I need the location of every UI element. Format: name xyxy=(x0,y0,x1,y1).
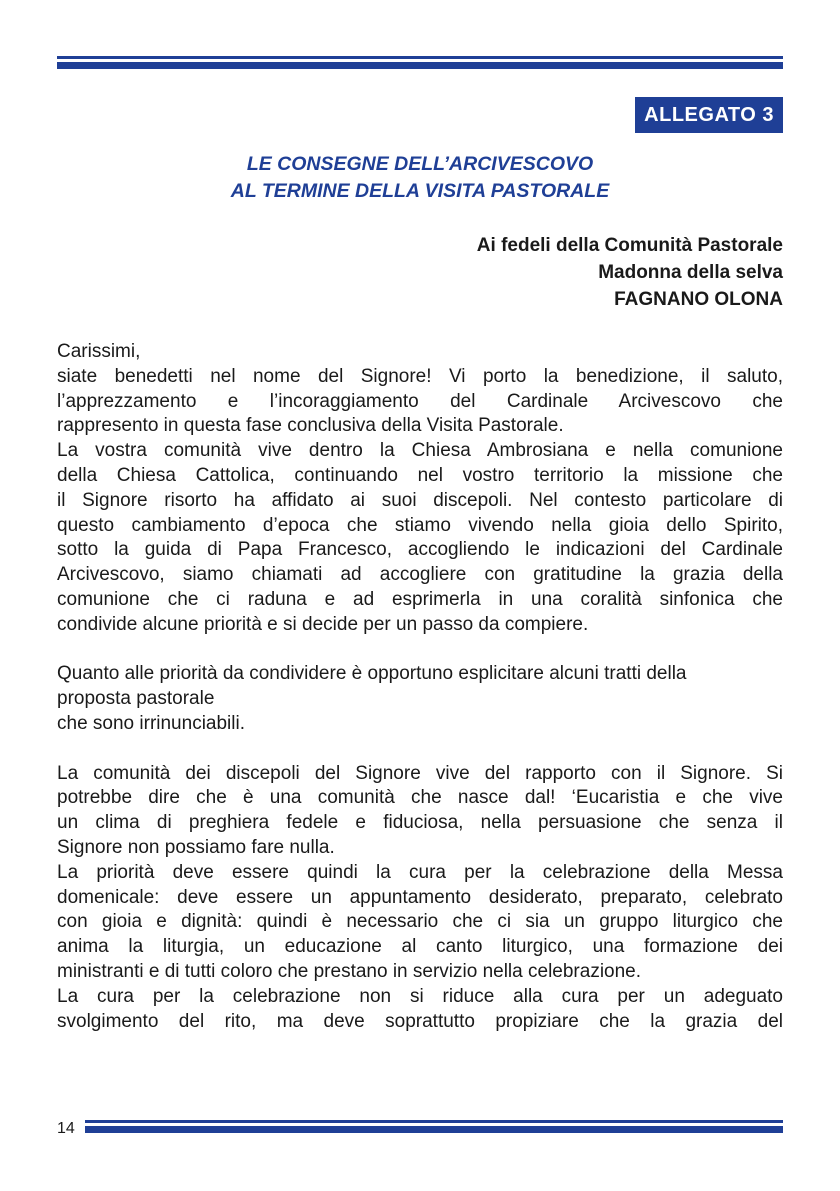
paragraph-line: domenicale: deve essere un appuntamento desiderato, preparato, celebrato xyxy=(57,886,783,908)
paragraph-line: il Signore risorto ha affidato ai suoi discepoli. Nel contesto particolare di xyxy=(57,489,783,511)
paragraph-line: della Chiesa Cattolica, continuando nel vostro territorio la missione che xyxy=(57,464,783,486)
paragraph-line: La comunità dei discepoli del Signore vive del rapporto con il Signore. Si xyxy=(57,762,783,784)
paragraph-line: svolgimento del rito, ma deve soprattutto propiziare che la grazia del xyxy=(57,1010,783,1032)
top-rule xyxy=(57,56,783,70)
paragraph-line: un clima di preghiera fedele e fiduciosa, nella persuasione che senza il xyxy=(57,812,783,834)
paragraph-5 xyxy=(57,861,783,985)
paragraph-line: rappresento in questa fase conclusiva della Visita Pastorale. xyxy=(57,415,564,437)
paragraph-line: con gioia e dignità: quindi è necessario che ci sia un gruppo liturgico che xyxy=(57,911,783,933)
greeting: Carissimi, xyxy=(57,341,141,362)
paragraph-line: La cura per la celebrazione non si riduce alla cura per un adeguato xyxy=(57,985,783,1007)
document-title xyxy=(57,151,783,205)
paragraph-line: La vostra comunità vive dentro la Chiesa Ambrosiana e nella comunione xyxy=(57,440,783,462)
paragraph-line: siate benedetti nel nome del Signore! Vi porto la benedizione, il saluto, xyxy=(57,365,783,387)
paragraph-gap xyxy=(57,737,783,762)
top-rule-thick xyxy=(57,62,783,69)
page-footer xyxy=(57,1118,783,1140)
page-number: 14 xyxy=(57,1120,75,1137)
paragraph-line: Quanto alle priorità da condividere è opportuno esplicitare alcuni tratti della xyxy=(57,663,687,685)
address-line-2: Madonna della selva xyxy=(598,262,783,283)
paragraph-gap xyxy=(57,638,783,663)
paragraph-line: questo cambiamento d’epoca che stiamo vivendo nella gioia dello Spirito, xyxy=(57,514,783,536)
top-rule-thin xyxy=(57,56,783,59)
paragraph-line: La priorità deve essere quindi la cura per la celebrazione della Messa xyxy=(57,861,783,883)
allegato-badge: ALLEGATO 3 xyxy=(635,97,783,133)
paragraph-line: ministranti e di tutti coloro che prestano in servizio nella celebrazione. xyxy=(57,960,642,982)
title-line-1: LE CONSEGNE DELL’ARCIVESCOVO xyxy=(246,153,594,175)
title-line-2: AL TERMINE DELLA VISITA PASTORALE xyxy=(230,180,610,202)
paragraph-line: l’apprezzamento e l’incoraggiamento del Cardinale Arcivescovo che xyxy=(57,390,783,412)
address-line-1: Ai fedeli della Comunità Pastorale xyxy=(476,235,783,256)
paragraph-6 xyxy=(57,985,783,1035)
paragraph-line: Arcivescovo, siamo chiamati ad accogliere con gratitudine la grazia della xyxy=(57,564,783,586)
footer-rule-thin xyxy=(85,1120,783,1123)
paragraph-line: proposta pastorale xyxy=(57,688,215,710)
paragraph-line: potrebbe dire che è una comunità che nasce dal! ‘Eucaristia e che vive xyxy=(57,787,783,809)
address-line-3: FAGNANO OLONA xyxy=(614,289,783,310)
paragraph-3 xyxy=(57,662,783,736)
address-block xyxy=(477,232,783,313)
footer-rule xyxy=(85,1120,783,1134)
paragraph-line: comunione che ci raduna e ad esprimerla in una coralità sinfonica che xyxy=(57,588,783,610)
paragraph-line: sotto la guida di Papa Francesco, accogliendo le indicazioni del Cardinale xyxy=(57,539,783,561)
paragraph-line: Signore non possiamo fare nulla. xyxy=(57,836,335,858)
paragraph-2 xyxy=(57,439,783,637)
footer-rule-thick xyxy=(85,1126,783,1133)
paragraph-line: anima la liturgia, un educazione al canto liturgico, una formazione dei xyxy=(57,936,783,958)
paragraph-1 xyxy=(57,365,783,439)
paragraph-4 xyxy=(57,762,783,861)
letter-body xyxy=(57,340,783,1034)
paragraph-line: che sono irrinunciabili. xyxy=(57,712,245,734)
paragraph-line: condivide alcune priorità e si decide per un passo da compiere. xyxy=(57,613,589,635)
